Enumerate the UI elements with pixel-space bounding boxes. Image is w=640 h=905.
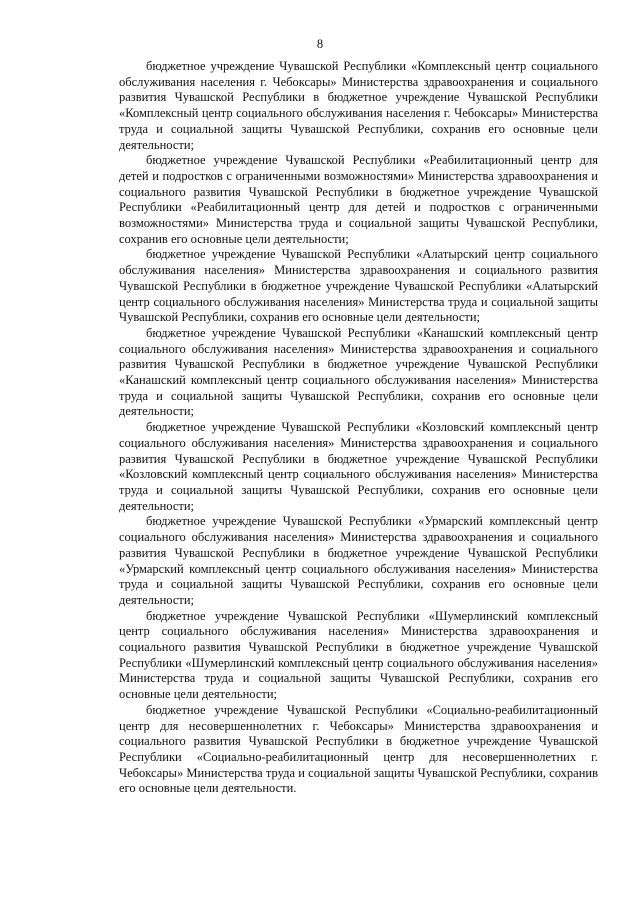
paragraph-4: бюджетное учреждение Чувашской Республики «Канашский комплексный центр социального обслуживания населения» Министерства здравоохранения и социального развития Чувашской Республики в бюджетное учреждение Чувашской Республики «Канашский комплексный центр социального обслуживания населения» Министерства труда и социальной защиты Чувашской Республики, сохранив его основные цели деятельности;: [119, 325, 598, 419]
paragraph-5: бюджетное учреждение Чувашской Республики «Козловский комплексный центр социального обслуживания населения» Министерства здравоохранения и социального развития Чувашской Республики в бюджетное учреждение Чувашской Республики «Козловский комплексный центр социального обслуживания населения» Министерства труда и социальной защиты Чувашской Республики, сохранив его основные цели деятельности;: [119, 420, 598, 513]
document-body: [119, 59, 598, 797]
paragraph-3: бюджетное учреждение Чувашской Республики «Алатырский центр социального обслуживания населения» Министерства здравоохранения и социального развития Чувашской Республики в бюджетное учреждение Чувашской Республики «Алатырский центр социального обслуживания населения» Министерства труда и социальной защиты Чувашской Республики, сохранив его основные цели деятельности;: [119, 247, 598, 325]
paragraph-1: бюджетное учреждение Чувашской Республики «Комплексный центр социального обслуживания населения г. Чебоксары» Министерства здравоохранения и социального развития Чувашской Республики в бюджетное учреждение Чувашской Республики «Комплексный центр социального обслуживания населения г. Чебоксары» Министерства труда и социальной защиты Чувашской Республики, сохранив его основные цели деятельности;: [119, 59, 598, 152]
paragraph-2: бюджетное учреждение Чувашской Республики «Реабилитационный центр для детей и подростков с ограниченными возможностями» Министерства здравоохранения и социального развития Чувашской Республики в бюджетное учреждение Чувашской Республики «Реабилитационный центр для детей и подростков с ограниченными возможностями» Министерства труда и социальной защиты Чувашской Республики, сохранив его основные цели деятельности;: [119, 153, 598, 246]
paragraph-8: бюджетное учреждение Чувашской Республики «Социально-реабилитационный центр для несовершеннолетних г. Чебоксары» Министерства здравоохранения и социального развития Чувашской Республики в бюджетное учреждение Чувашской Республики «Социально-реабилитационный центр для несовершеннолетних г. Чебоксары» Министерства труда и социальной защиты Чувашской Республики, сохранив его основные цели деятельности.: [119, 702, 598, 796]
page-number: 8: [316, 37, 324, 51]
paragraph-7: бюджетное учреждение Чувашской Республики «Шумерлинский комплексный центр социального обслуживания населения» Министерства здравоохранения и социального развития Чувашской Республики в бюджетное учреждение Чувашской Республики «Шумерлинский комплексный центр социального обслуживания населения» Министерства труда и социальной защиты Чувашской Республики, сохранив его основные цели деятельности;: [119, 608, 598, 702]
paragraph-6: бюджетное учреждение Чувашской Республики «Урмарский комплексный центр социального обслуживания населения» Министерства здравоохранения и социального развития Чувашской Республики в бюджетное учреждение Чувашской Республики «Урмарский комплексный центр социального обслуживания населения» Министерства труда и социальной защиты Чувашской Республики, сохранив его основные цели деятельности;: [119, 514, 598, 607]
